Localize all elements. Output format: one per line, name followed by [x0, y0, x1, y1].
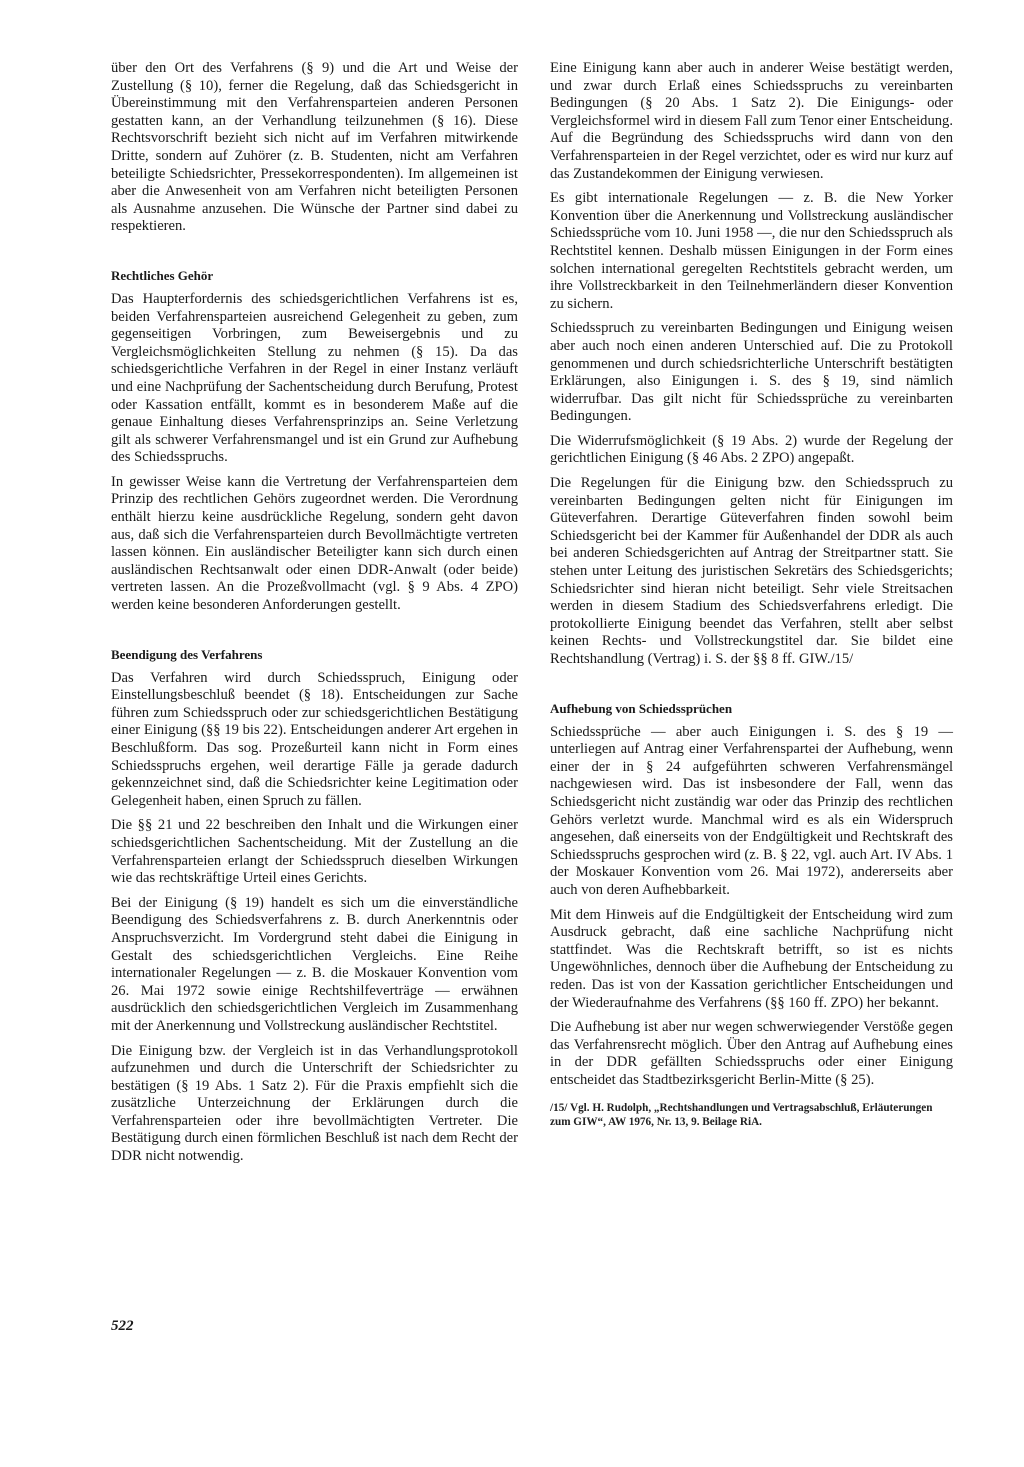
paragraph: Die §§ 21 und 22 beschreiben den Inhalt und die Wirkungen einer schiedsgerichtlichen Sachentscheidung. Mit der Zustellung an die Verfahrensparteien erlangt der Schiedsspruch dieselben Wirkungen wie das rechtskräftige Urteil eines Gerichts.: [111, 817, 518, 887]
paragraph: Die Aufhebung ist aber nur wegen schwerwiegender Verstöße gegen das Verfahrensrecht möglich. Über den Antrag auf Aufhebung eines in der DDR gefällten Schiedsspruchs oder einer Einigung entscheidet das Stadtbezirksgericht Berlin-Mitte (§ 25).: [550, 1019, 953, 1088]
left-column: [111, 60, 518, 1173]
paragraph: Schiedssprüche — aber auch Einigungen i. S. des § 19 — unterliegen auf Antrag einer Verfahrenspartei der Aufhebung, wenn einer der in § 24 aufgeführten schweren Verfahrensmängel nachgewiesen wird. Das ist insbesondere der Fall, wenn das Schiedsgericht nicht zuständig war oder das Prinzip des rechtlichen Gehörs verletzt wurde. Manchmal wird es als ein Widerspruch angesehen, daß einerseits von der Endgültigkeit und Rechtskraft des Schiedsspruchs gesprochen wird (z. B. § 22, vgl. auch Art. IV Abs. 1 der Moskauer Konvention vom 26. Mai 1972), andererseits aber auch von deren Aufhebbarkeit.: [550, 723, 953, 898]
paragraph: Das Verfahren wird durch Schiedsspruch, Einigung oder Einstellungsbeschluß beendet (§ 18). Entscheidungen zur Sache führen zum Schiedsspruch oder zur schiedsgerichtlichen Bestätigung einer Einigung (§§ 19 bis 22). Entscheidungen anderer Art ergehen in Beschlußform. Das sog. Prozeßurteil kann nicht in Form eines Schiedsspruchs ergehen, weil derartige Fälle ja gerade dadurch gekennzeichnet sind, daß die Schiedsrichter keine Legitimation oder Gelegenheit haben, einen Spruch zu fällen.: [111, 669, 518, 809]
paragraph: Es gibt internationale Regelungen — z. B. die New Yorker Konvention über die Anerkennung und Vollstreckung ausländischer Schiedssprüche vom 10. Juni 1958 —, die nur den Schiedsspruch als Rechtstitel kennen. Deshalb müssen Einigungen in der Form eines solchen international geregelten Rechtstitels gebracht werden, um ihre Vollstreckbarkeit in den Teilnehmerländern dieser Konvention zu sichern.: [550, 190, 953, 312]
right-column: [550, 60, 953, 1136]
paragraph: Eine Einigung kann aber auch in anderer Weise bestätigt werden, und zwar durch Erlaß eines Schiedsspruchs zu vereinbarten Bedingungen (§ 20 Abs. 1 Satz 2). Die Einigungs- oder Vergleichsformel wird in diesem Fall zum Tenor einer Entscheidung. Auf die Begründung des Schiedsspruchs wird dann von den Verfahrensparteien in der Regel verzichtet, oder es wird nur kurz auf das Zustandekommen der Einigung verwiesen.: [550, 60, 953, 182]
section-heading-aufhebung: Aufhebung von Schiedssprüchen: [550, 700, 733, 716]
footnote: /15/ Vgl. H. Rudolph, „Rechtshandlungen und Vertragsabschluß, Erläuterungen zum GIW“, AW 1976, Nr. 13, 9. Beilage RiA.: [550, 1102, 933, 1129]
paragraph: Bei der Einigung (§ 19) handelt es sich um die einverständliche Beendigung des Schiedsverfahrens z. B. durch Anerkenntnis oder Anspruchsverzicht. Im Vordergrund steht dabei die Einigung in Gestalt des schiedsgerichtlichen Vergleichs. Eine Reihe internationaler Regelungen — z. B. die Moskauer Konvention vom 26. Mai 1972 sowie einige Rechtshilfeverträge — erwähnen ausdrücklich den schiedsgerichtlichen Vergleich im Zusammenhang mit der Anerkennung und Vollstreckung ausländischer Rechtstitel.: [111, 894, 518, 1034]
section-heading-beendigung: Beendigung des Verfahrens: [111, 646, 263, 662]
paragraph: Die Widerrufsmöglichkeit (§ 19 Abs. 2) wurde der Regelung der gerichtlichen Einigung (§ 46 Abs. 2 ZPO) angepaßt.: [550, 432, 953, 467]
page-number: 522: [111, 1318, 134, 1334]
paragraph: Mit dem Hinweis auf die Endgültigkeit der Entscheidung wird zum Ausdruck gebracht, daß eine sachliche Nachprüfung nicht stattfindet. Was die Rechtskraft betrifft, so ist es nichts Ungewöhnliches, dennoch über die Aufhebung der Entscheidung zu reden. Das ist von der Kassation gerichtlicher Entscheidungen und der Wiederaufnahme des Verfahrens (§§ 160 ff. ZPO) her bekannt.: [550, 906, 953, 1011]
paragraph: Die Einigung bzw. der Vergleich ist in das Verhandlungsprotokoll aufzunehmen und durch die Unterschrift der Schiedsrichter zu bestätigen (§ 19 Abs. 1 Satz 2). Für die Praxis empfiehlt sich die zusätzliche Unterzeichnung der Erklärungen durch die Verfahrensparteien oder ihre bevollmächtigten Vertreter. Die Bestätigung durch einen förmlichen Beschluß ist nach dem Recht der DDR nicht notwendig.: [111, 1042, 518, 1165]
section-heading-rechtliches-gehoer: Rechtliches Gehör: [111, 267, 214, 283]
paragraph: Schiedsspruch zu vereinbarten Bedingungen und Einigung weisen aber auch noch einen anderen Unterschied auf. Die zu Protokoll genommenen und durch schiedsrichterliche Unterschrift bestätigten Erklärungen, also Einigungen i. S. des § 19, sind nämlich widerrufbar. Das gilt nicht für Schiedssprüche zu vereinbarten Bedingungen.: [550, 320, 953, 425]
paragraph: über den Ort des Verfahrens (§ 9) und die Art und Weise der Zustellung (§ 10), ferner die Regelung, daß das Schiedsgericht in Übereinstimmung mit den Verfahrensparteien anderen Personen gestatten kann, an der Verhandlung teilzunehmen (§ 16). Diese Rechtsvorschrift bezieht sich nicht auf im Verfahren mitwirkende Dritte, sondern auf Zuhörer (z. B. Studenten, nicht am Verfahren beteiligte Schiedsrichter, Pressekorrespondenten). Im allgemeinen ist aber die Anwesenheit von am Verfahren nicht beteiligten Personen als Ausnahme anzusehen. Die Wünsche der Partner sind dabei zu respektieren.: [111, 60, 518, 235]
paragraph: In gewisser Weise kann die Vertretung der Verfahrensparteien dem Prinzip des rechtlichen Gehörs zugeordnet werden. Die Verordnung enthält hierzu keine ausdrückliche Regelung, sondern geht davon aus, daß sich die Verfahrensparteien durch Bevollmächtigte vertreten lassen können. Ein ausländischer Beteiligter kann sich durch einen ausländischen Rechtsanwalt oder einen DDR-Anwalt (oder beide) vertreten lassen. An die Prozeßvollmacht (vgl. § 9 Abs. 4 ZPO) werden keine besonderen Anforderungen gestellt.: [111, 473, 518, 614]
paragraph: Die Regelungen für die Einigung bzw. den Schiedsspruch zu vereinbarten Bedingungen gelten nicht für Einigungen im Güteverfahren. Derartige Güteverfahren finden sowohl beim Schiedsgericht bei der Kammer für Außenhandel der DDR als auch bei anderen Schiedsgerichten auf Antrag der Streitpartner statt. Sie stehen unter Leitung des juristischen Sekretärs des Schiedsgerichts; Schiedsrichter sind hieran nicht beteiligt. Sehr viele Streitsachen werden in diesem Stadium des Schiedsverfahrens erledigt. Die protokollierte Einigung beendet das Verfahren, stellt aber selbst keinen Rechts- und Vollstreckungstitel dar. Sie bildet eine Rechtshandlung (Vertrag) i. S. der §§ 8 ff. GIW./15/: [550, 475, 953, 667]
paragraph: Das Haupterfordernis des schiedsgerichtlichen Verfahrens ist es, beiden Verfahrensparteien ausreichend Gelegenheit zu geben, zum gegenseitigen Vorbringen, zum Beweisergebnis und zu Vergleichsmöglichkeiten Stellung zu nehmen (§ 15). Da das schiedsgerichtliche Verfahren in der Regel in einer Instanz verläuft und eine Nachprüfung der Sachentscheidung durch Berufung, Protest oder Kassation entfällt, kommt es in besonderem Maße auf die genaue Einhaltung dieses Verfahrensprinzips an. Seine Verletzung gilt als schwerer Verfahrensmangel und ist ein Grund zur Aufhebung des Schiedsspruchs.: [111, 290, 518, 466]
